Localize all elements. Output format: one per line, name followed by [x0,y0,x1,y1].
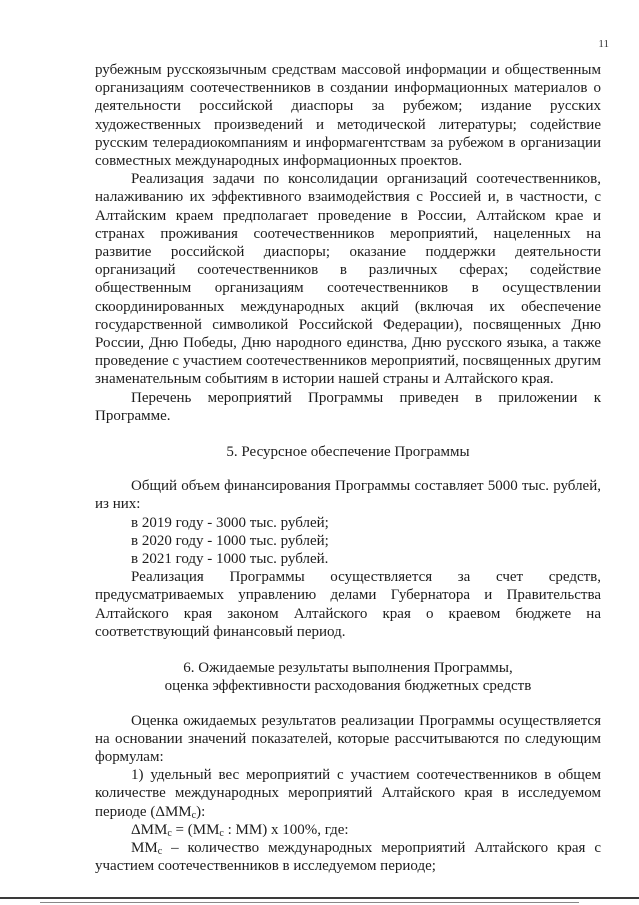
paragraph: Реализация Программы осуществляется за счет средств, предусматриваемых управлению делами Губернатора и Правительства Алтайского края законом Алтайского края о краевом бюджете на соответствующий финансовый период. [95,569,601,640]
paragraph: Оценка ожидаемых результатов реализации Программы осуществляется на основании значений показателей, которые рассчитываются по следующим формулам: [95,712,601,765]
definition-term: MM [131,839,158,856]
list-item: в 2021 году - 1000 тыс. рублей. [131,551,329,568]
formula-part: = (MM [171,821,220,838]
scan-edge-line [0,897,639,899]
item-text: ): [196,803,206,820]
scan-edge-line [40,902,579,903]
paragraph: Перечень мероприятий Программы приведен в приложении к Программе. [95,389,601,424]
paragraph: Общий объем финансирования Программы составляет 5000 тыс. рублей, из них: [95,478,601,513]
list-item: в 2019 году - 3000 тыс. рублей; [131,514,329,531]
subscript: с [191,809,197,821]
section-heading: 6. Ожидаемые результаты выполнения Программы, [183,660,513,677]
document-body [95,61,601,875]
list-item: в 2020 году - 1000 тыс. рублей; [131,532,329,549]
subscript: с [219,827,224,839]
formula-part: ΔMM [131,821,168,838]
formula-item [95,766,601,821]
definition-text: – количество международных мероприятий Алтайского края с участием соотечественников в исследуемом периоде; [95,839,601,875]
page-number: 11 [598,38,609,50]
section-heading: оценка эффективности расходования бюджетных средств [164,678,532,695]
definition [95,839,601,875]
paragraph: Реализация задачи по консолидации организаций соотечественников, налаживанию их эффективного взаимодействия с Россией и, в частности, с Алтайским краем предполагает проведение в России, Алтайском крае и странах проживания соотечественников мероприятий, нацеленных на развитие российской диаспоры; оказание поддержки деятельности организаций соотечественников в различных сферах; содействие общественным организациям соотечественников в осуществлении скоординированных международных акций (включая их обеспечение государственной символикой Российской Федерации), посвященных Дню России, Дню Победы, Дню народного единства, Дню русского языка, а также проведение с участием соотечественников мероприятий, посвященных другим знаменательным событиям в истории нашей страны и Алтайского края. [95,171,601,388]
subscript: с [167,827,172,839]
item-text: 1) удельный вес мероприятий с участием соотечественников в общем количестве международных мероприятий Алтайского края в исследуемом периоде (ΔMM [95,767,601,820]
section-heading: 5. Ресурсное обеспечение Программы [226,444,470,461]
formula [95,821,601,839]
paragraph: рубежным русскоязычным средствам массовой информации и общественным организациям соотечественников в создании информационных материалов о деятельности российской диаспоры за рубежом; издание русских художественных произведений и методической литературы; содействие русским телерадиокомпаниям и информагентствам за рубежом в организации совместных международных информационных проектов. [95,62,601,170]
formula-part: : MM) x 100%, где: [223,821,349,838]
subscript: с [157,845,163,857]
